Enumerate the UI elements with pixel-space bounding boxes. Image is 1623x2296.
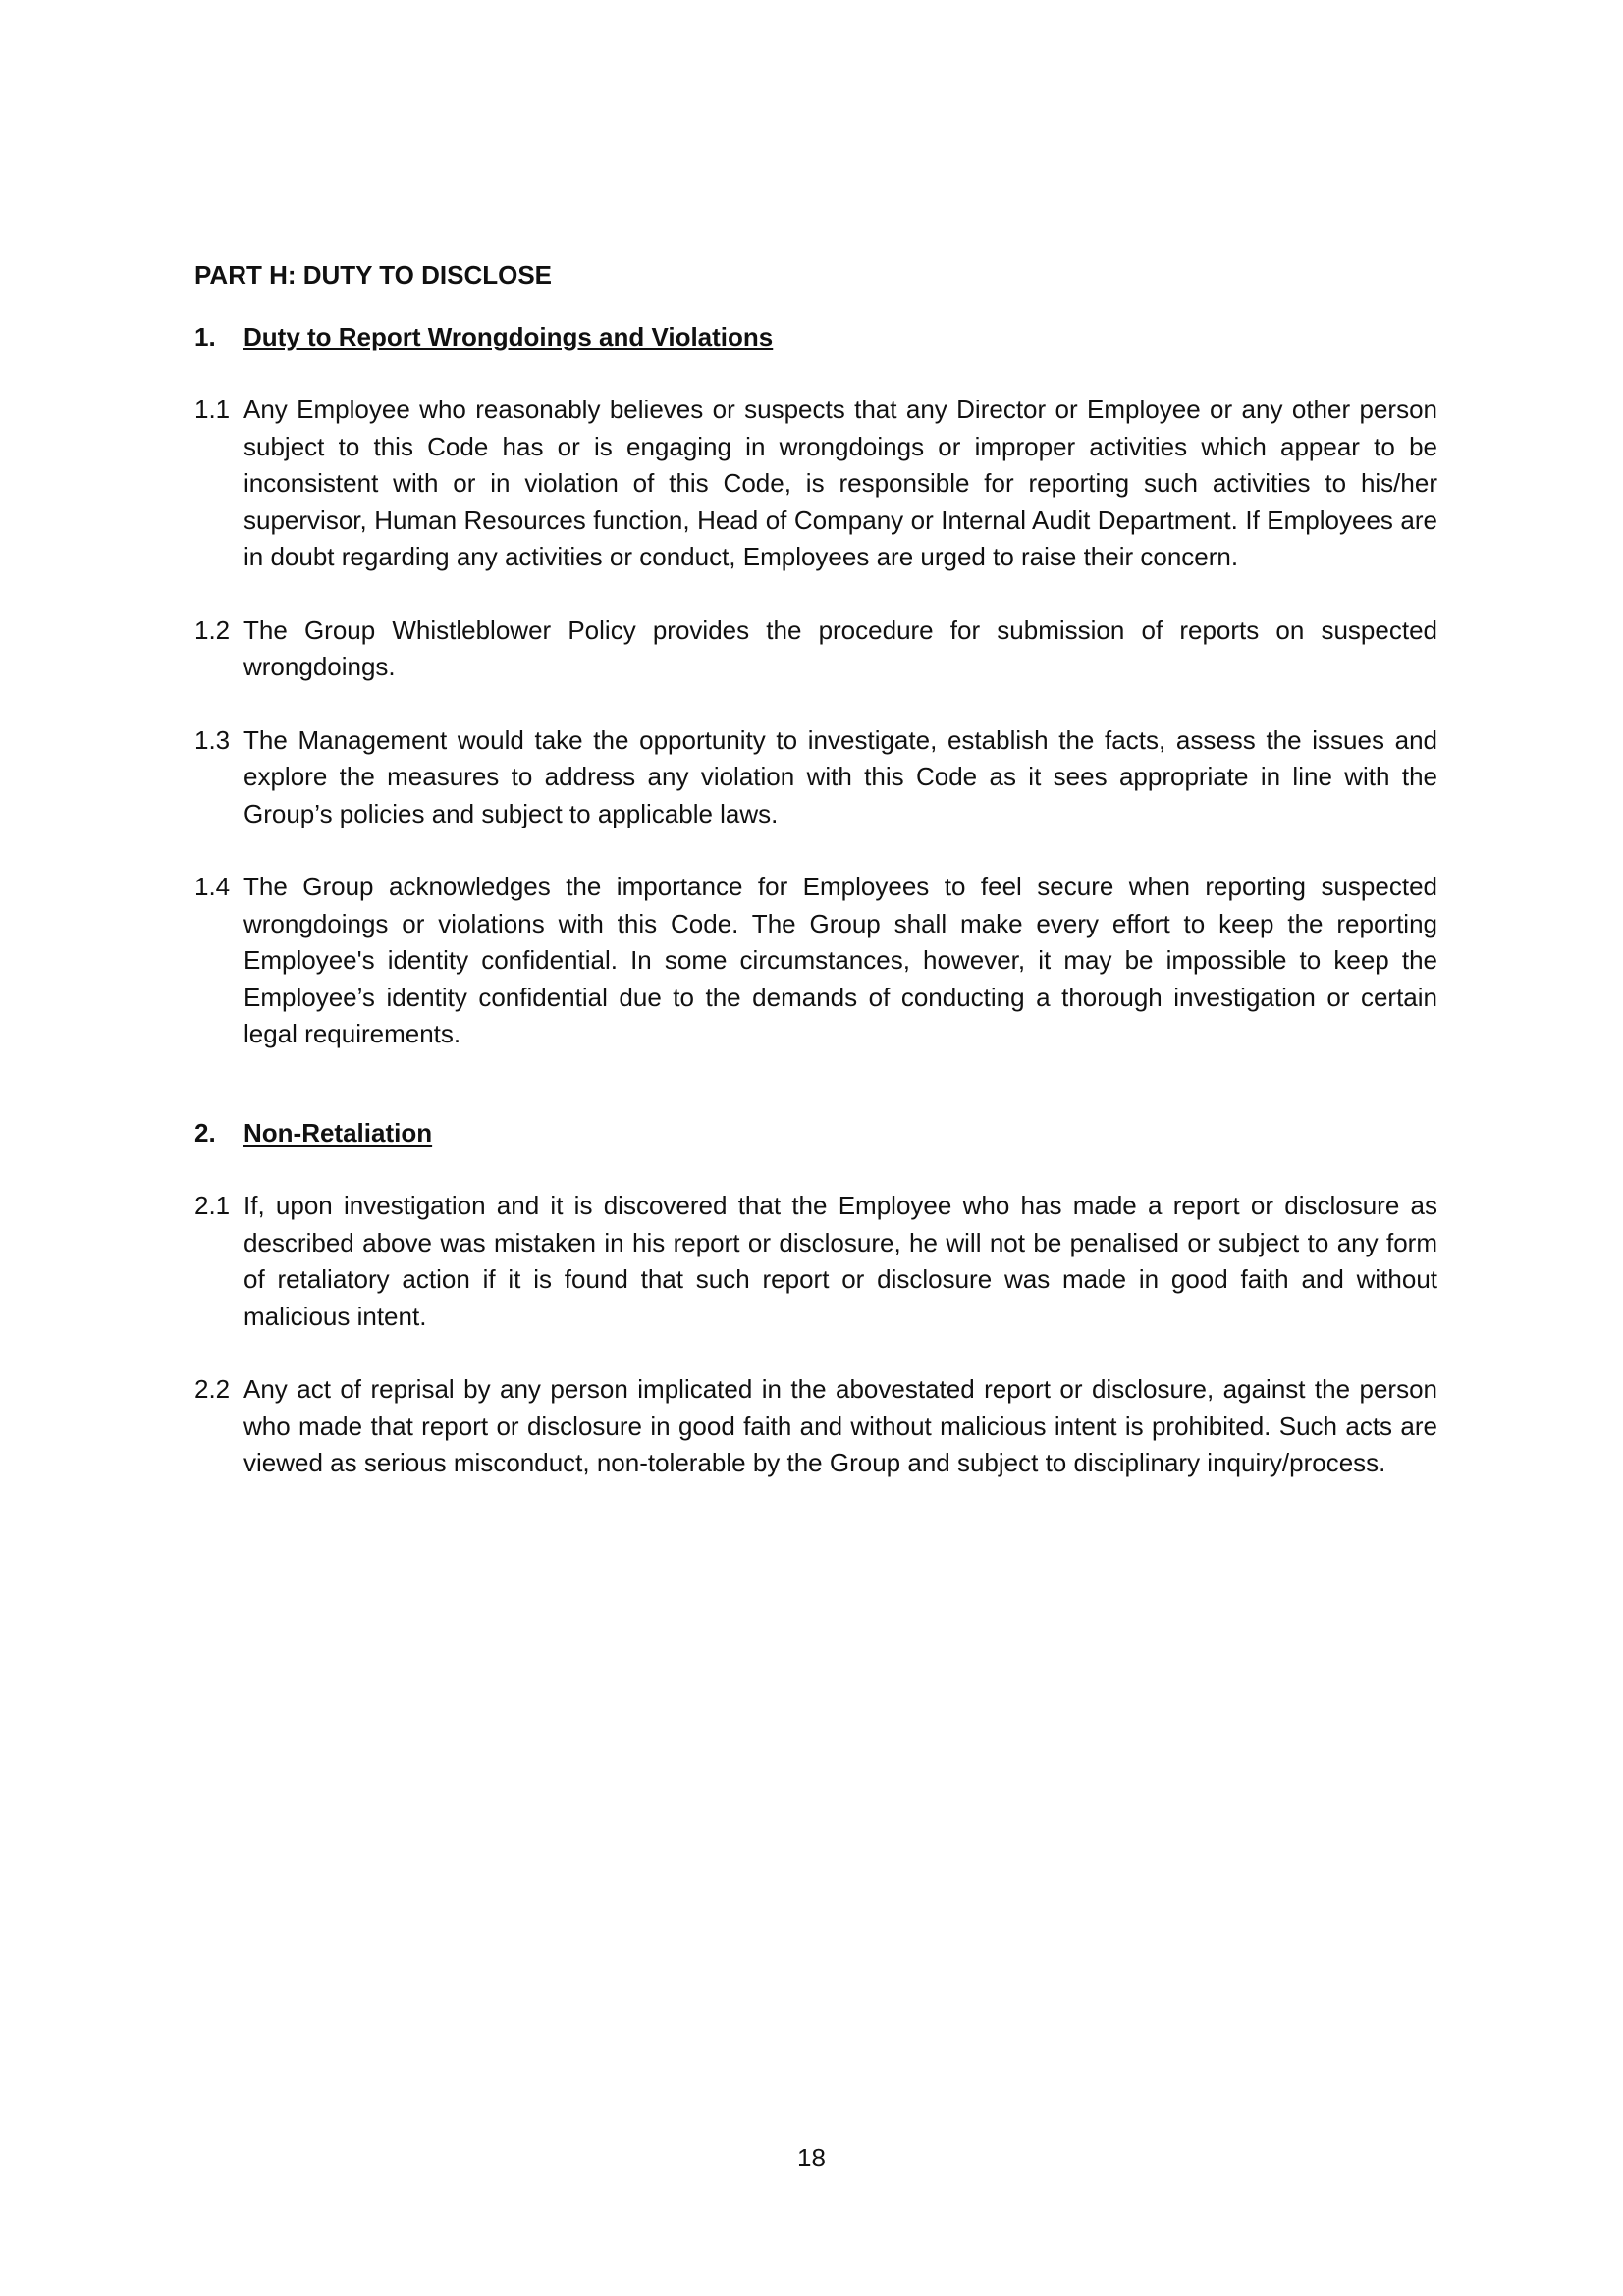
- clause-number: 2.1: [194, 1191, 231, 1220]
- section-title: Duty to Report Wrongdoings and Violations: [243, 321, 774, 351]
- clause: [194, 1188, 1437, 1335]
- clause-text: Any act of reprisal by any person implicated in the abovestated report or disclosure, against the person who made that report or disclosure in good faith and without malicious intent is prohibited. Such acts are viewed as serious misconduct, non-tolerable by the Group and subject to disciplinary inquiry/process.: [243, 1374, 1437, 1477]
- clause-text: Any Employee who reasonably believes or suspects that any Director or Employee or any other person subject to this Code has or is engaging in wrongdoings or improper activities which appear to be inconsistent with or in violation of this Code, is responsible for reporting such activities to his/her supervisor, Human Resources function, Head of Company or Internal Audit Department. If Employees are in doubt regarding any activities or conduct, Employees are urged to raise their concern.: [243, 395, 1437, 571]
- clause-text: The Management would take the opportunity to investigate, establish the facts, assess the issues and explore the measures to address any violation with this Code as it sees appropriate in line with the Group’s policies and subject to applicable laws.: [243, 724, 1437, 828]
- clause-text: If, upon investigation and it is discovered that the Employee who has made a report or disclosure as described above was mistaken in his report or disclosure, he will not be penalised or subject to any form of retaliatory action if it is found that such report or disclosure was made in good faith and without malicious intent.: [243, 1191, 1437, 1331]
- clause: [194, 1371, 1437, 1482]
- clause-number: 1.1: [194, 395, 231, 424]
- section-title: Non-Retaliation: [243, 1117, 433, 1148]
- section-heading: [194, 319, 1437, 356]
- clause-text: The Group acknowledges the importance for Employees to feel secure when reporting suspected wrongdoings or violations with this Code. The Group shall make every effort to keep the reporting Employee's identity confidential. In some circumstances, however, it may be impossible to keep the Employee’s identity confidential due to the demands of conducting a thorough investigation or certain legal requirements.: [243, 872, 1437, 1048]
- part-title: PART H: DUTY TO DISCLOSE: [194, 260, 553, 290]
- section-heading: [194, 1115, 1437, 1152]
- page-content: [194, 257, 1437, 1519]
- clause: [194, 613, 1437, 686]
- clause-number: 2.2: [194, 1374, 231, 1404]
- page-number: 18: [797, 2143, 826, 2172]
- clause-number: 1.4: [194, 872, 231, 901]
- section-spacer: [194, 1090, 1437, 1115]
- section-number: 1.: [194, 321, 216, 351]
- clause: [194, 869, 1437, 1053]
- clause-number: 1.2: [194, 614, 231, 645]
- clause: [194, 392, 1437, 576]
- section-number: 2.: [194, 1117, 216, 1148]
- clause-number: 1.3: [194, 724, 231, 755]
- clause: [194, 722, 1437, 833]
- clause-text: The Group Whistleblower Policy provides the procedure for submission of reports on suspected wrongdoings.: [243, 614, 1437, 681]
